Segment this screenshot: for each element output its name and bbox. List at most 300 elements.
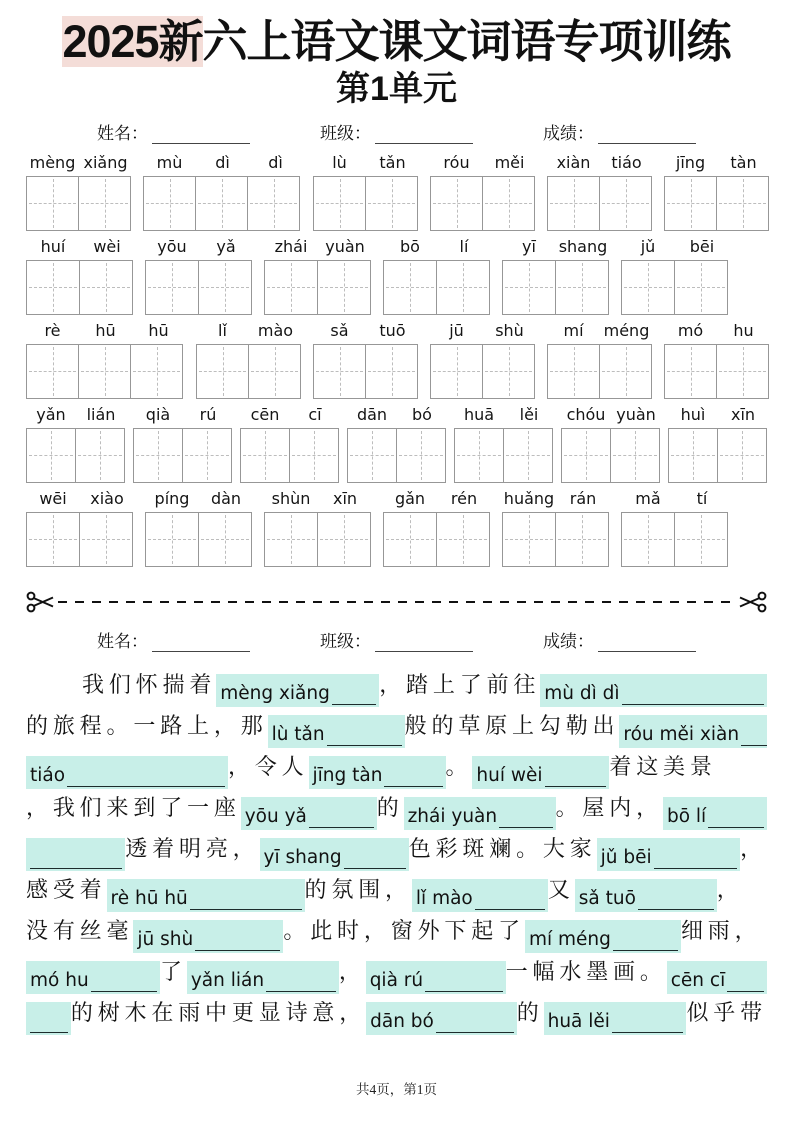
pinyin-syllable: shùn [271,488,311,508]
writing-boxes [26,260,134,315]
pinyin-syllable: yǎ [216,236,236,256]
word-group [547,320,653,399]
writing-boxes [547,176,653,231]
score-label: 成绩： [543,123,594,143]
writing-box[interactable] [396,428,446,483]
writing-box[interactable] [668,428,718,483]
writing-box[interactable] [133,428,183,483]
fill-blank[interactable] [404,797,556,830]
word-group [664,320,770,399]
writing-boxes [347,428,447,483]
pinyin-labels [383,236,491,258]
blank-underline [475,906,545,910]
pinyin-syllable: chóu [566,404,606,424]
pinyin-syllable: bēi [689,236,715,256]
passage-text: 色彩斑斓。大家 [408,835,597,861]
writing-box[interactable] [195,176,248,231]
pinyin-syllable: yī [522,236,536,256]
pinyin-syllable: dān [356,404,388,424]
blank-underline [638,906,714,910]
pinyin-labels [145,236,253,258]
fill-blank[interactable] [663,797,767,830]
passage-text: 的氛围， [304,876,412,902]
blank-pinyin: jū shù [137,928,194,950]
score-label: 成绩： [543,631,594,651]
writing-box[interactable] [599,344,652,399]
page-footer: 共4页，第1页 [356,1082,437,1097]
pinyin-syllable: huì [680,404,706,424]
writing-box[interactable] [26,512,80,567]
writing-box[interactable] [454,428,504,483]
pinyin-labels [383,488,491,510]
blank-underline [384,783,442,787]
pinyin-syllable: bō [400,236,420,256]
passage-text: 我们怀揣着 [82,671,217,697]
fill-blank[interactable] [187,961,339,994]
blank-pinyin: jǔ bēi [600,846,652,868]
writing-box[interactable] [26,176,79,231]
pinyin-labels [145,488,253,510]
writing-boxes [383,260,491,315]
blank-underline [327,742,402,746]
pinyin-row [26,404,767,483]
blank-pinyin: lù tǎn [271,723,325,745]
pinyin-syllable: yǎn [36,404,66,424]
score-field [543,119,696,144]
writing-box[interactable] [430,176,483,231]
fill-blank[interactable] [366,961,506,994]
fill-blank[interactable] [619,715,767,748]
pinyin-syllable: yuàn [325,236,365,256]
pinyin-syllable: shang [558,236,608,256]
pinyin-syllable: lí [459,236,469,256]
passage-text: ，踏上了前往 [379,671,541,697]
pinyin-labels [547,152,653,174]
writing-box[interactable] [621,260,675,315]
writing-box[interactable] [716,176,769,231]
blank-underline [67,783,225,787]
pinyin-syllable: hu [733,320,754,340]
pinyin-syllable: shù [495,320,524,340]
fill-blank[interactable] [472,756,609,789]
writing-box[interactable] [674,260,728,315]
page-title [26,16,767,68]
word-group [621,236,729,315]
fill-blank[interactable] [544,1002,687,1035]
passage-line [26,832,767,873]
writing-box[interactable] [430,344,483,399]
blank-pinyin: yōu yǎ [244,805,307,827]
word-group [383,488,491,567]
writing-box[interactable] [561,428,611,483]
pinyin-syllable: jū [449,320,464,340]
passage-text: 的 [376,794,404,820]
writing-box[interactable] [555,512,609,567]
word-group [454,404,554,483]
pinyin-syllable: tàn [730,152,757,172]
writing-box[interactable] [145,512,199,567]
pinyin-syllable: dì [215,152,230,172]
passage-line [26,955,767,996]
pinyin-syllable: gǎn [394,488,426,508]
writing-box[interactable] [664,344,717,399]
writing-box[interactable] [248,344,301,399]
blank-underline [266,988,336,992]
pinyin-syllable: tuō [379,320,406,340]
writing-box[interactable] [313,176,366,231]
pinyin-syllable: píng [154,488,190,508]
pinyin-labels [26,152,132,174]
writing-box[interactable] [383,260,437,315]
pinyin-syllable: rè [44,320,61,340]
blank-pinyin: róu měi xiàn [623,723,740,745]
fill-in-passage [26,668,767,1037]
writing-box[interactable] [482,344,535,399]
writing-box[interactable] [317,512,371,567]
blank-underline [425,988,503,992]
pinyin-syllable: xiàn [556,152,591,172]
name-row-bottom [26,627,767,652]
pinyin-syllable: lián [86,404,116,424]
pinyin-syllable: méng [603,320,650,340]
pinyin-labels [133,404,233,426]
pinyin-syllable: xiǎng [83,152,128,172]
pinyin-syllable: tí [696,488,708,508]
cut-line [26,587,767,617]
blank-underline [654,865,738,869]
writing-boxes [502,512,610,567]
writing-box[interactable] [264,512,318,567]
cut-dashed-line [58,601,735,603]
writing-box[interactable] [240,428,290,483]
passage-text: 的旅程。一路上，那 [26,712,268,738]
fill-blank[interactable] [366,1002,517,1035]
writing-box[interactable] [674,512,728,567]
writing-boxes [561,428,661,483]
blank-underline [195,947,280,951]
pinyin-syllable: dì [268,152,283,172]
blank-underline [30,1029,68,1033]
passage-line [26,709,767,750]
pinyin-syllable: lěi [519,404,539,424]
pinyin-syllable: huā [463,404,495,424]
pinyin-syllable: mèng [29,152,76,172]
passage-text: 。此时，窗外下起了 [283,917,525,943]
writing-box[interactable] [716,344,769,399]
pinyin-labels [313,320,419,342]
blank-underline [344,865,406,869]
word-group [664,152,770,231]
word-group [26,152,132,231]
writing-box[interactable] [26,260,80,315]
passage-text: 透着明亮， [125,835,260,861]
blank-pinyin: mù dì dì [544,682,620,704]
blank-underline [545,783,607,787]
passage-text: 的 [516,999,544,1025]
class-label: 班级： [320,123,371,143]
fill-blank[interactable] [26,961,160,994]
scissors-icon [26,589,56,615]
pinyin-syllable: qià [145,404,171,424]
passage-line [26,791,767,832]
fill-blank[interactable] [309,756,446,789]
title-rest-text: 六上语文课文词语专项训练 [202,16,731,67]
pinyin-labels [347,404,447,426]
writing-box[interactable] [317,260,371,315]
writing-box[interactable] [26,428,76,483]
blank-pinyin: dān bó [370,1010,434,1032]
score-field [543,627,696,652]
blank-pinyin: huā lěi [547,1010,610,1032]
pinyin-labels [430,152,536,174]
class-input-line[interactable] [375,633,473,652]
writing-box[interactable] [502,260,556,315]
fill-blank[interactable] [525,920,681,953]
writing-box[interactable] [79,260,133,315]
word-group [133,404,233,483]
pinyin-syllable: mù [156,152,183,172]
writing-box[interactable] [313,344,366,399]
writing-boxes [430,344,536,399]
passage-line [26,668,767,709]
blank-underline [190,906,302,910]
pinyin-labels [264,488,372,510]
writing-box[interactable] [247,176,300,231]
writing-box[interactable] [79,512,133,567]
pinyin-syllable: huí [40,236,66,256]
writing-box[interactable] [289,428,339,483]
word-group [26,320,185,399]
fill-blank[interactable] [26,1002,71,1035]
word-group [145,488,253,567]
passage-text: 着这美景 [609,753,717,779]
blank-underline [30,865,122,869]
word-group [26,404,126,483]
fill-blank[interactable] [133,920,283,953]
class-input-line[interactable] [375,125,473,144]
writing-boxes [547,344,653,399]
blank-pinyin: jīng tàn [312,764,383,786]
score-input-line[interactable] [598,633,696,652]
fill-blank[interactable] [268,715,405,748]
name-field [97,119,250,144]
fill-blank[interactable] [26,838,125,871]
writing-box[interactable] [621,512,675,567]
pinyin-labels [664,152,770,174]
passage-text: ，我们来到了一座 [26,794,241,820]
passage-text: 了 [160,958,187,984]
fill-blank[interactable] [597,838,741,871]
pinyin-labels [502,236,610,258]
writing-boxes [454,428,554,483]
fill-blank[interactable] [667,961,767,994]
writing-boxes [196,344,302,399]
writing-box[interactable] [664,176,717,231]
writing-boxes [313,176,419,231]
class-label: 班级： [320,631,371,651]
writing-box[interactable] [555,260,609,315]
writing-box[interactable] [182,428,232,483]
word-group [313,320,419,399]
writing-box[interactable] [143,176,196,231]
writing-box[interactable] [145,260,199,315]
name-input-line[interactable] [152,125,250,144]
pinyin-syllable: wēi [39,488,67,508]
passage-text: 。屋内， [555,794,663,820]
pinyin-syllable: zhái [274,236,308,256]
writing-boxes [26,512,134,567]
passage-text: ， [716,876,744,902]
fill-blank[interactable] [412,879,548,912]
writing-boxes [664,344,770,399]
blank-underline [612,1029,684,1033]
word-group [26,236,134,315]
word-group [264,488,372,567]
blank-underline [708,824,764,828]
word-group [143,152,302,231]
writing-box[interactable] [547,344,600,399]
writing-box[interactable] [264,260,318,315]
blank-pinyin: mèng xiǎng [220,682,330,704]
pinyin-syllable: lǐ [218,320,227,340]
pinyin-labels [143,152,302,174]
name-field [97,627,250,652]
blank-pinyin: mó hu [30,969,89,991]
pinyin-syllable: hū [148,320,169,340]
writing-boxes [313,344,419,399]
fill-blank[interactable] [260,838,409,871]
word-group [430,320,536,399]
pinyin-syllable: lù [332,152,347,172]
pinyin-row [26,236,767,315]
writing-box[interactable] [383,512,437,567]
word-group [430,152,536,231]
writing-box[interactable] [26,344,79,399]
writing-box[interactable] [198,260,252,315]
pinyin-syllable: měi [494,152,525,172]
writing-box[interactable] [482,176,535,231]
passage-text: 般的草原上勾勒出 [404,712,620,738]
writing-boxes [664,176,770,231]
pinyin-syllable: jīng [675,152,706,172]
pinyin-labels [240,404,340,426]
writing-box[interactable] [365,176,418,231]
name-input-line[interactable] [152,633,250,652]
pinyin-row [26,152,767,231]
writing-box[interactable] [599,176,652,231]
fill-blank[interactable] [216,674,379,707]
class-field [320,627,473,652]
blank-underline [309,824,374,828]
pinyin-labels [313,152,419,174]
writing-box[interactable] [610,428,660,483]
class-field [320,119,473,144]
writing-box[interactable] [198,512,252,567]
word-group [196,320,302,399]
writing-boxes [26,344,185,399]
writing-box[interactable] [436,512,490,567]
writing-box[interactable] [717,428,767,483]
unit-subtitle: 第1单元 [336,69,457,108]
pinyin-syllable: rén [450,488,478,508]
pinyin-syllable: rú [199,404,217,424]
word-group [547,152,653,231]
word-group [502,488,610,567]
passage-text: 没有丝毫 [26,917,134,943]
fill-blank[interactable] [575,879,717,912]
writing-box[interactable] [547,176,600,231]
writing-box[interactable] [196,344,249,399]
word-group [313,152,419,231]
blank-underline [727,988,764,992]
pinyin-syllable: huǎng [503,488,555,508]
pinyin-labels [26,404,126,426]
blank-underline [436,1029,514,1033]
writing-box[interactable] [347,428,397,483]
writing-box[interactable] [78,344,131,399]
word-group [502,236,610,315]
passage-text: 。 [445,753,473,779]
writing-box[interactable] [503,428,553,483]
passage-text: 的树木在雨中更显诗意， [70,999,367,1025]
score-input-line[interactable] [598,125,696,144]
blank-pinyin: huí wèi [476,764,543,786]
blank-underline [499,824,552,828]
fill-blank[interactable] [107,879,305,912]
writing-boxes [264,260,372,315]
passage-text: 一幅水墨画。 [505,958,667,984]
blank-pinyin: lǐ mào [415,887,473,909]
pinyin-syllable: mǎ [635,488,661,508]
pinyin-labels [664,320,770,342]
pinyin-syllable: mào [257,320,294,340]
writing-box[interactable] [75,428,125,483]
writing-box[interactable] [130,344,183,399]
passage-line [26,873,767,914]
fill-blank[interactable] [241,797,377,830]
pinyin-labels [264,236,372,258]
pinyin-syllable: bó [412,404,432,424]
word-group [621,488,729,567]
passage-text: ， [740,835,767,861]
passage-text: ， [338,958,366,984]
writing-boxes [502,260,610,315]
writing-box[interactable] [436,260,490,315]
pinyin-syllable: mí [563,320,584,340]
passage-text: 细雨， [680,917,762,943]
pinyin-labels [547,320,653,342]
word-group [145,236,253,315]
writing-box[interactable] [502,512,556,567]
word-group [26,488,134,567]
writing-box[interactable] [78,176,131,231]
title-highlighted-text: 2025新 [62,16,203,67]
writing-box[interactable] [365,344,418,399]
blank-pinyin: tiáo [30,764,66,786]
fill-blank[interactable] [26,756,228,789]
fill-blank[interactable] [540,674,767,707]
writing-boxes [145,512,253,567]
pinyin-syllable: hū [95,320,116,340]
name-label: 姓名： [97,631,148,651]
word-group [264,236,372,315]
blank-underline [622,701,764,705]
passage-text: 又 [547,876,575,902]
pinyin-labels [621,236,729,258]
pinyin-syllable: róu [443,152,470,172]
writing-boxes [430,176,536,231]
writing-boxes [621,512,729,567]
